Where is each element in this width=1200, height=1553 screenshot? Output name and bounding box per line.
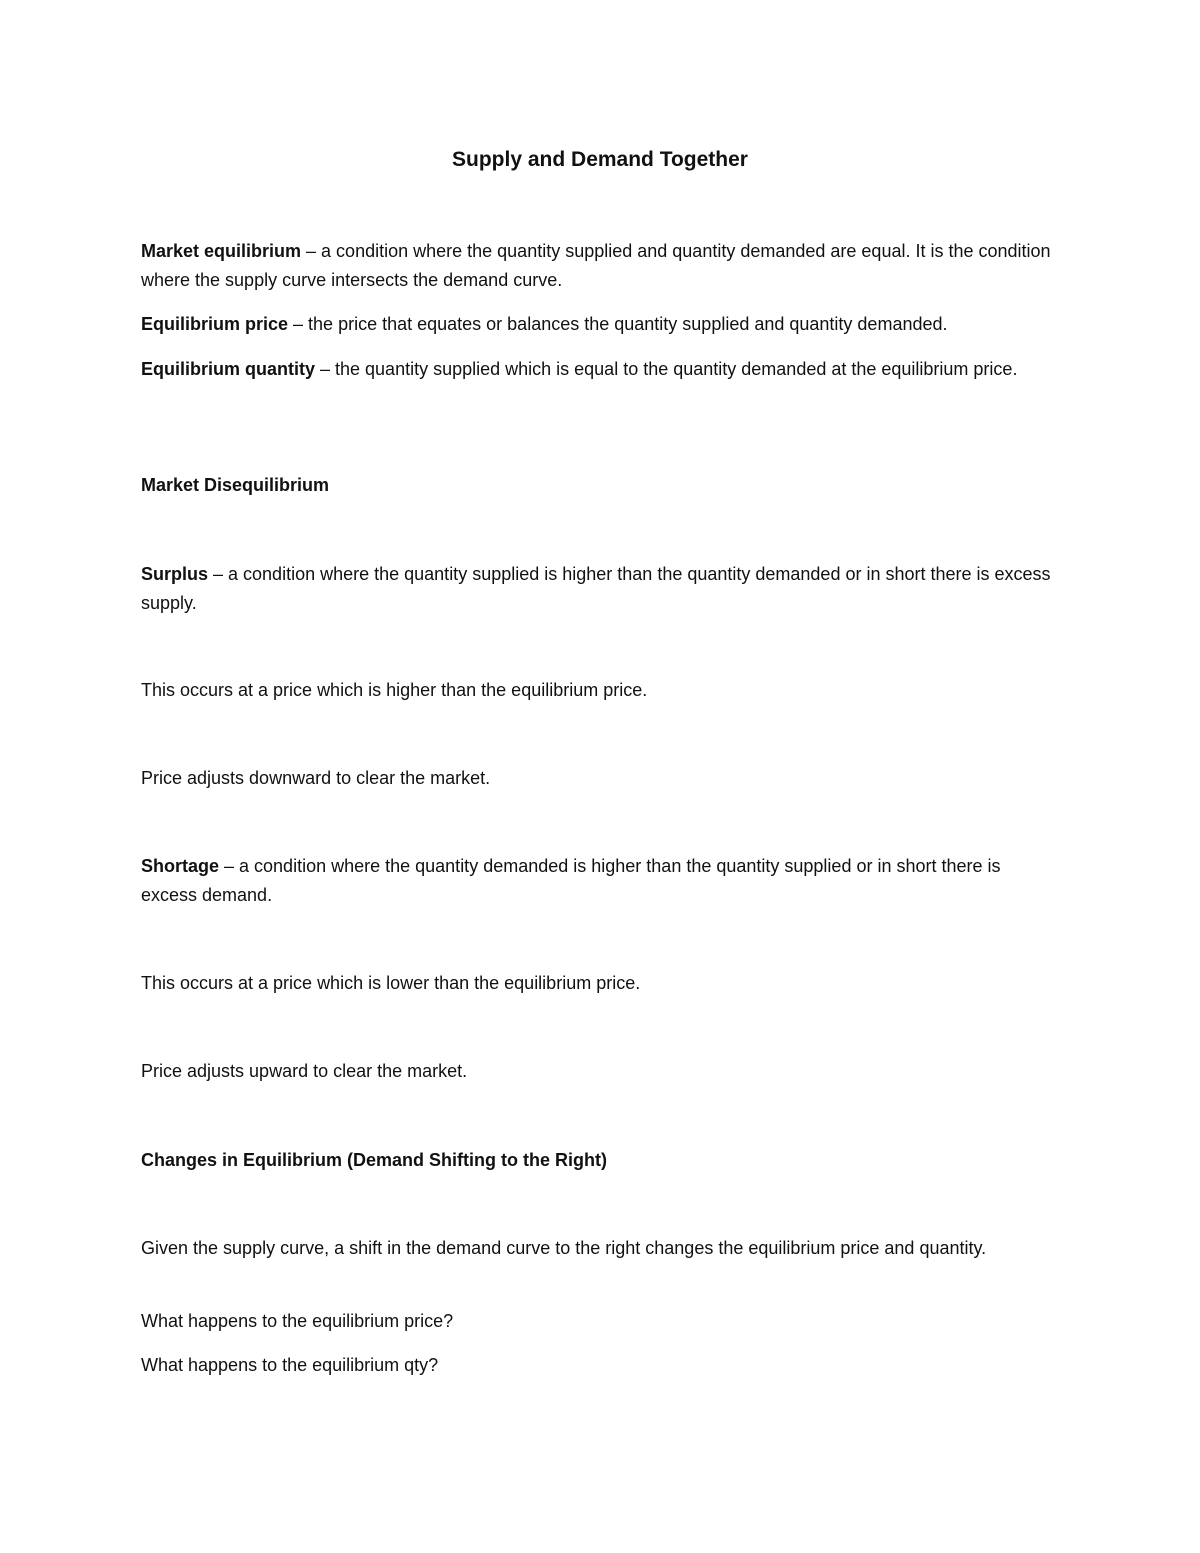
changes-heading: Changes in Equilibrium (Demand Shifting to the Right) (141, 1150, 607, 1170)
changes-text: Given the supply curve, a shift in the demand curve to the right changes the equilibrium price and quantity. (141, 1238, 987, 1258)
equilibrium-price-term: Equilibrium price (141, 314, 289, 334)
shortage-adjust-note: Price adjusts upward to clear the market. (141, 1061, 468, 1081)
surplus-term: Surplus (141, 564, 209, 584)
equilibrium-quantity-term: Equilibrium quantity (141, 359, 315, 379)
shortage-text: – a condition where the quantity demanded is higher than the quantity supplied or in short there is excess demand. (141, 856, 1001, 905)
surplus-adjust-note: Price adjusts downward to clear the market. (141, 768, 491, 788)
surplus-price-note: This occurs at a price which is higher than the equilibrium price. (141, 680, 648, 700)
equilibrium-quantity-definition (141, 355, 1061, 384)
question-equilibrium-price: What happens to the equilibrium price? (141, 1311, 454, 1331)
equilibrium-price-definition (141, 310, 1061, 339)
market-equilibrium-text: – a condition where the quantity supplied and quantity demanded are equal. It is the condition where the supply curve intersects the demand curve. (141, 241, 1051, 290)
shortage-definition (141, 852, 1061, 909)
equilibrium-price-text: – the price that equates or balances the quantity supplied and quantity demanded. (288, 314, 948, 334)
surplus-text: – a condition where the quantity supplied is higher than the quantity demanded or in short there is excess supply. (141, 564, 1051, 613)
shortage-price-note: This occurs at a price which is lower than the equilibrium price. (141, 973, 641, 993)
disequilibrium-heading: Market Disequilibrium (141, 475, 330, 495)
shortage-term: Shortage (141, 856, 220, 876)
equilibrium-quantity-text: – the quantity supplied which is equal to the quantity demanded at the equilibrium price. (315, 359, 1018, 379)
market-equilibrium-definition (141, 237, 1061, 294)
market-equilibrium-term: Market equilibrium (141, 241, 302, 261)
surplus-definition (141, 560, 1061, 617)
page-title: Supply and Demand Together (452, 148, 748, 171)
question-equilibrium-qty: What happens to the equilibrium qty? (141, 1355, 439, 1375)
